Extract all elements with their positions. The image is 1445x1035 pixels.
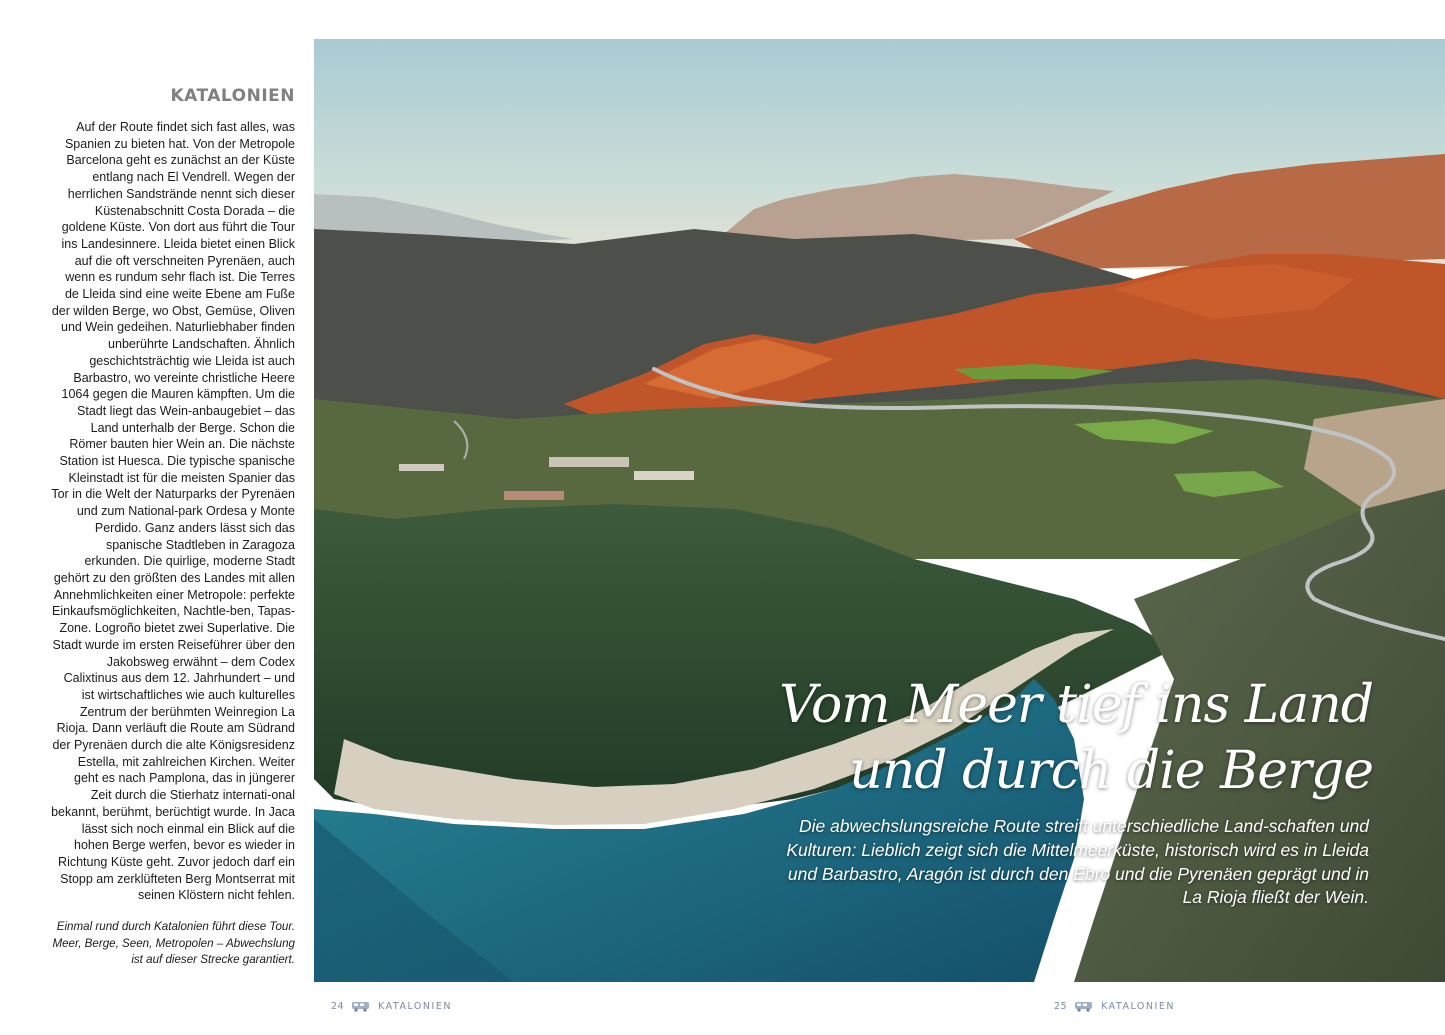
headline-line-2: und durch die Berge	[849, 741, 1373, 801]
left-column	[50, 86, 295, 904]
headline-line-1: Vom Meer tief ins Land	[779, 675, 1373, 735]
section-heading: KATALONIEN	[170, 86, 295, 106]
footer-label-left: KATALONIEN	[378, 1001, 452, 1012]
page-number-left: 24	[331, 1001, 345, 1012]
article-headline	[733, 672, 1373, 804]
article-body: Auf der Route findet sich fast alles, was Spanien zu bieten hat. Von der Metropole Barcelona geht es zunächst an der Küste entlang nach El Vendrell. Wegen der herrlichen Sandstrände nennt sich dieser Küstenabschnitt Costa Dorada – die goldene Küste. Von dort aus führt die Tour ins Landesinnere. Lleida bietet einen Blick auf die oft verschneiten Pyrenäen, auch wenn es rundum sehr flach ist. Die Terres de Lleida sind eine weite Ebene am Fuße der wilden Berge, wo Obst, Gemüse, Oliven und Wein gedeihen. Naturliebhaber finden unberührte Landschaften. Ähnlich geschichtsträchtig wie Lleida ist auch Barbastro, wo vereinte christliche Heere 1064 gegen die Mauren kämpften. Um die Stadt liegt das Wein-anbaugebiet – das Land unterhalb der Berge. Schon die Römer bauten hier Wein an. Die nächste Station ist Huesca. Die typische spanische Kleinstadt ist für die meisten Spanier das Tor in die Welt der Naturparks der Pyrenäen und zum National-park Ordesa y Monte Perdido. Ganz anders lässt sich das spanische Stadtleben in Zaragoza erkunden. Die quirlige, moderne Stadt gehört zu den größten des Landes mit allen Annehmlichkeiten einer Metropole: perfekte Einkaufsmöglichkeiten, Nachtle-ben, Tapas-Zone. Logroño bietet zwei Superlative. Die Stadt wurde im ersten Reiseführer über den Jakobsweg erwähnt – dem Codex Calixtinus aus dem 12. Jahrhundert – und ist wirtschaftliches wie auch kulturelles Zentrum der berühmten Weinregion La Rioja. Dann verläuft die Route am Südrand der Pyrenäen durch die alte Königsresidenz Estella, mit zahlreichen Kirchen. Weiter geht es nach Pamplona, das in jüngerer Zeit durch die Stierhatz internati-onal bekannt, berühmt, berüchtigt wurde. In Jaca lässt sich noch einmal ein Blick auf die hohen Berge werfen, bevor es wieder in Richtung Küste geht. Zuvor jedoch darf ein Stopp am zerklüfteten Berg Montserrat mit seinen Klöstern nicht fehlen.	[51, 120, 295, 903]
camper-van-icon	[351, 1001, 371, 1012]
footer-right	[1054, 1001, 1175, 1012]
camper-van-icon	[1074, 1001, 1094, 1012]
footer-label-right: KATALONIEN	[1101, 1001, 1175, 1012]
page-number-right: 25	[1054, 1001, 1068, 1012]
photo-caption: Einmal rund durch Katalonien führt diese Tour. Meer, Berge, Seen, Metropolen – Abwechslung ist auf dieser Strecke garantiert.	[52, 920, 295, 967]
footer-left	[331, 1001, 452, 1012]
article-subtitle: Die abwechslungsreiche Route streift unterschiedliche Land-schaften und Kulturen: Lieblich zeigt sich die Mittelmeerküste, historisch wird es in Lleida und Barbastro, Aragón ist durch den Ebro und die Pyrenäen geprägt und in La Rioja fließt der Wein.	[786, 816, 1369, 908]
